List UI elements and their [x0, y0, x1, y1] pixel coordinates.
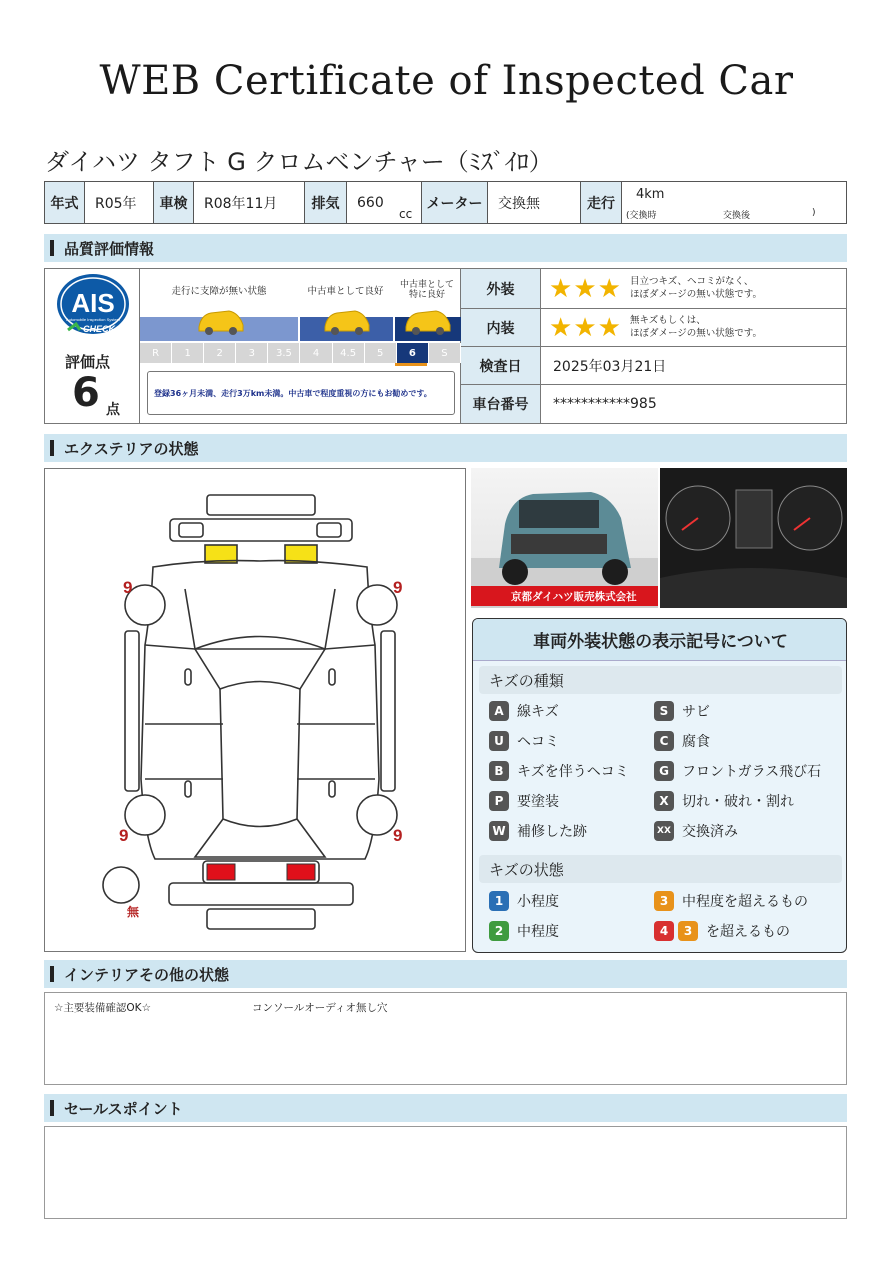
- damage-type-label: サビ: [682, 704, 710, 720]
- quality-panel: [44, 268, 847, 424]
- star-icon: ★: [597, 312, 621, 343]
- wheel-rear-right: [357, 795, 397, 835]
- damage-level-badge: 3: [678, 921, 698, 941]
- damage-level-item: [654, 891, 808, 911]
- damage-level-badge: 1: [489, 891, 509, 911]
- damage-types-list: [489, 701, 839, 851]
- score-unit: 点: [106, 402, 120, 418]
- wheel-front-right: [357, 585, 397, 625]
- displacement-label: 排気: [305, 182, 347, 223]
- damage-code-badge: G: [654, 761, 674, 781]
- star-icon: ★: [597, 273, 621, 304]
- damage-type-label: 補修した跡: [517, 824, 587, 840]
- damage-level-item: [489, 921, 559, 941]
- damage-code-badge: U: [489, 731, 509, 751]
- damage-type-label: 腐食: [682, 734, 710, 750]
- chassis-value: ***********985: [553, 396, 657, 412]
- interior-item-1: ☆主要装備確認OK☆: [54, 1002, 151, 1014]
- damage-type-item: [654, 701, 710, 721]
- car-name: ダイハツ タフト G クロムベンチャー（ﾐｽﾞｲﾛ）: [45, 148, 553, 176]
- car-icon: [321, 303, 373, 337]
- grade-scale-item: 4: [300, 343, 332, 363]
- damage-code-badge: C: [654, 731, 674, 751]
- meter-value: 交換無: [488, 182, 581, 223]
- vehicle-photo[interactable]: [471, 468, 658, 608]
- damage-type-item: [654, 761, 821, 781]
- damage-levels-title: キズの状態: [479, 855, 842, 883]
- damage-type-item: [489, 821, 587, 841]
- section-sales: [44, 1094, 847, 1122]
- damage-code-badge: P: [489, 791, 509, 811]
- car-icon: [195, 303, 247, 337]
- damage-type-item: [489, 731, 559, 751]
- ais-column: [45, 269, 140, 423]
- dealer-banner: 京都ダイハツ販売株式会社: [471, 586, 658, 606]
- damage-code-badge: X: [654, 791, 674, 811]
- mileage-sub-left: (交換時: [626, 211, 657, 221]
- grade-scale-item: 3.5: [268, 343, 300, 363]
- grade-scale-item: 2: [204, 343, 236, 363]
- exterior-eval-text-2: ほぼダメージの無い状態です。: [629, 288, 762, 300]
- car-body-diagram: [45, 469, 465, 951]
- damage-types-title: キズの種類: [479, 666, 842, 694]
- section-interior-label: インテリアその他の状態: [64, 965, 230, 984]
- damage-type-item: [654, 731, 710, 751]
- damage-level-label: 中程度: [517, 924, 559, 940]
- page-title: WEB Certificate of Inspected Car: [99, 58, 794, 104]
- damage-code-badge: W: [489, 821, 509, 841]
- meter-photo[interactable]: [660, 468, 847, 608]
- grade-cat1: 走行に支障が無い状態: [171, 286, 267, 297]
- damage-level-badge: 4: [654, 921, 674, 941]
- damage-code-badge: A: [489, 701, 509, 721]
- grade-cat3-line1: 中古車として: [399, 280, 454, 290]
- interior-eval-label: 内装: [461, 309, 541, 347]
- damage-code-badge: B: [489, 761, 509, 781]
- ais-logo-check: CHECK: [82, 324, 116, 334]
- damage-type-item: [654, 821, 738, 841]
- inspection-label: 車検: [154, 182, 194, 223]
- meter-label: メーター: [422, 182, 488, 223]
- mileage-sub-right: ): [812, 208, 816, 218]
- star-icon: ★: [549, 273, 573, 304]
- damage-code-badge: XX: [654, 821, 674, 841]
- section-sales-label: セールスポイント: [64, 1099, 183, 1118]
- damage-type-label: 切れ・破れ・割れ: [682, 794, 794, 810]
- damage-type-label: キズを伴うヘコミ: [517, 764, 629, 780]
- inspection-value: R08年11月: [194, 182, 305, 223]
- section-marker: [50, 440, 54, 456]
- grade-note: 登録36ヶ月未満、走行3万km未満。中古車で程度重視の方にもお勧めです。: [147, 371, 455, 415]
- exterior-eval-text-1: 目立つキズ、ヘコミがなく、: [629, 275, 754, 287]
- damage-level-item: [489, 891, 559, 911]
- damage-level-label: 小程度: [517, 894, 559, 910]
- ais-logo: [54, 272, 132, 342]
- mileage-value: 4km: [636, 187, 665, 202]
- damage-level-badge: 2: [489, 921, 509, 941]
- year-label: 年式: [45, 182, 85, 223]
- score-label: 評価点: [65, 353, 111, 371]
- grade-scale-item: 3: [236, 343, 268, 363]
- exterior-diagram: [44, 468, 466, 952]
- section-interior: [44, 960, 847, 988]
- grade-scale-item: 1: [172, 343, 204, 363]
- section-quality: [44, 234, 847, 262]
- inspection-date-value: 2025年03月21日: [541, 347, 847, 385]
- score-value: 6: [72, 370, 100, 416]
- damage-type-label: 線キズ: [517, 704, 559, 720]
- grade-cat2: 中古車として良好: [307, 286, 384, 297]
- spec-row: [44, 181, 847, 224]
- grade-marker: [395, 363, 427, 366]
- grade-scale-item: 5: [365, 343, 397, 363]
- exterior-eval: [541, 269, 847, 309]
- section-marker: [50, 240, 54, 256]
- section-marker: [50, 1100, 54, 1116]
- section-marker: [50, 966, 54, 982]
- star-icon: ★: [573, 312, 597, 343]
- tire-mark-rear-right: 9: [393, 826, 403, 845]
- star-icon: ★: [573, 273, 597, 304]
- exterior-eval-label: 外装: [461, 269, 541, 309]
- grade-scale-item: S: [429, 343, 461, 363]
- damage-level-badge: 3: [654, 891, 674, 911]
- car-icon: [402, 303, 454, 337]
- tire-mark-spare: 無: [127, 905, 140, 919]
- grade-column: [140, 269, 461, 423]
- displacement-value: 660: [357, 194, 384, 211]
- inspection-date-label: 検査日: [461, 347, 541, 385]
- damage-type-item: [654, 791, 794, 811]
- year-value: R05年: [85, 182, 154, 223]
- legend-title: 車両外装状態の表示記号について: [473, 619, 847, 661]
- grade-scale: [140, 343, 461, 363]
- grade-scale-item: 4.5: [333, 343, 365, 363]
- tire-mark-front-left: 9: [123, 578, 133, 597]
- wheel-rear-left: [125, 795, 165, 835]
- speedometer-icon: [660, 468, 847, 608]
- damage-type-item: [489, 761, 629, 781]
- damage-type-label: フロントガラス飛び石: [682, 764, 822, 780]
- sales-points: [44, 1126, 847, 1219]
- damage-level-label: 中程度を超えるもの: [682, 894, 808, 910]
- mileage-cell: [622, 182, 846, 223]
- displacement-unit: cc: [399, 207, 413, 221]
- ais-logo-text: AIS: [71, 288, 115, 318]
- section-exterior-label: エクステリアの状態: [64, 439, 199, 458]
- grade-scale-item: R: [140, 343, 172, 363]
- damage-level-label: を超えるもの: [706, 924, 790, 940]
- chassis-label: 車台番号: [461, 385, 541, 423]
- interior-notes: [44, 992, 847, 1085]
- wheel-spare: [103, 867, 139, 903]
- damage-type-label: 交換済み: [682, 824, 738, 840]
- tire-mark-front-right: 9: [393, 578, 403, 597]
- section-exterior: [44, 434, 847, 462]
- damage-type-item: [489, 791, 559, 811]
- grade-cat3: [393, 280, 461, 301]
- damage-level-item: [654, 921, 790, 941]
- section-quality-label: 品質評価情報: [64, 239, 155, 258]
- mileage-label: 走行: [581, 182, 622, 223]
- interior-eval-text-2: ほぼダメージの無い状態です。: [629, 327, 762, 339]
- legend-panel: [472, 618, 847, 953]
- star-icon: ★: [549, 312, 573, 343]
- grade-scale-item: 6: [397, 343, 429, 363]
- damage-levels-list: [489, 891, 839, 951]
- interior-stars: [549, 312, 622, 343]
- mileage-sub-mid: 交換後: [723, 211, 751, 221]
- damage-type-label: ヘコミ: [517, 734, 559, 750]
- damage-type-item: [489, 701, 559, 721]
- interior-eval-text-1: 無キズもしくは、: [629, 314, 706, 326]
- displacement-cell: [347, 182, 422, 223]
- grade-cat3-line2: 特に良好: [408, 290, 445, 301]
- damage-code-badge: S: [654, 701, 674, 721]
- damage-type-label: 要塗装: [517, 794, 559, 810]
- tire-mark-rear-left: 9: [119, 826, 129, 845]
- exterior-stars: [549, 273, 622, 304]
- vehicle-photos: [471, 468, 847, 608]
- interior-eval: [541, 309, 847, 347]
- interior-item-2: コンソールオーディオ無し穴: [252, 1002, 388, 1014]
- ais-logo-sub: Automobile Inspection System: [66, 317, 120, 322]
